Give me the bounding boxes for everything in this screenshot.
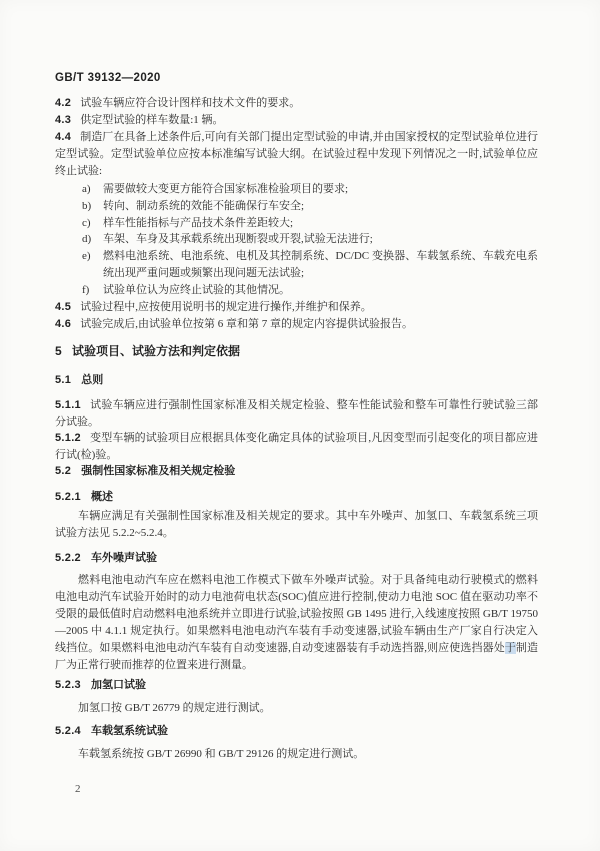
list-item-f [82,282,538,299]
list-item-label: c) [82,217,91,229]
section-heading-5-2-2 [55,550,538,567]
clause-4-2 [55,95,538,112]
list-item-text: 燃料电池系统、电池系统、电机及其控制系统、DC/DC 变换器、车载氢系统、车载充电系统出现严重问题或频繁出现问题无法试验; [103,250,538,279]
list-item-text: 转向、制动系统的效能不能确保行车安全; [103,200,305,212]
clause-5-1-1 [55,397,538,431]
clause-number: 4.2 [55,97,72,109]
section-number: 5.2 [55,465,72,477]
list-item-text: 试验单位认为应终止试验的其他情况。 [103,284,290,296]
section-number: 5.2.3 [55,679,81,691]
clause-text: 变型车辆的试验项目应根据具体变化确定具体的试验项目,凡因变型而引起变化的项目都应进行试(检)验。 [55,432,538,461]
paragraph-5-2-2 [55,572,538,674]
standard-code-header: GB/T 39132—2020 [55,72,161,84]
paragraph-5-2-4: 车载氢系统按 GB/T 26990 和 GB/T 29126 的规定进行测试。 [78,748,365,760]
list-item-label: f) [82,284,90,296]
clause-4-4 [55,129,538,180]
clause-number: 4.3 [55,114,72,126]
clause-number: 4.4 [55,131,72,143]
section-heading-5 [55,343,538,360]
clause-text: 试验车辆应进行强制性国家标准及相关规定检验、整车性能试验和整车可靠性行驶试验三部分试验。 [55,399,538,428]
paragraph-text: 燃料电池电动汽车应在燃料电池工作模式下做车外噪声试验。对于具备纯电动行驶模式的燃料电池电动汽车试验开始时的动力电池荷电状态(SOC)值应进行控制,使动力电池 SOC 值在驱动功率不受限的最低值时启动燃料电池系统并立即进行试验,试验按照 GB 1495 进行,入线速度按照 GB/T 19750—2005 中 4.1.1 规定执行。如果燃料电池电动汽车装有手动变速器,试验车辆由生产厂家自行决定入线挡位。如果燃料电池电动汽车装有自动变速器,自动变速器装有手动选挡器,则应使选挡器处 [55,574,538,654]
section-number: 5.2.1 [55,491,81,503]
clause-number: 5.1.1 [55,399,81,411]
clause-number: 5.1.2 [55,432,81,444]
page-number: 2 [75,783,81,795]
section-title: 试验项目、试验方法和判定依据 [71,344,240,358]
section-number: 5.2.2 [55,552,81,564]
section-number: 5.1 [55,374,72,386]
clause-5-1-2 [55,430,538,464]
list-item-d [82,231,538,248]
list-item-b [82,198,538,215]
clause-text: 试验过程中,应按使用说明书的规定进行操作,并维护和保养。 [80,301,372,313]
section-number: 5.2.4 [55,725,81,737]
list-item-label: e) [82,250,91,262]
list-item-e [82,248,538,282]
clause-4-3 [55,112,538,129]
section-heading-5-1 [55,372,538,389]
section-heading-5-2-1 [55,489,538,506]
clause-4-5 [55,299,538,316]
section-title: 车载氢系统试验 [90,725,168,737]
section-title: 车外噪声试验 [90,552,157,564]
section-heading-5-2-3 [55,677,538,694]
section-title: 加氢口试验 [90,679,146,691]
list-item-label: d) [82,233,92,245]
section-number: 5 [55,344,62,358]
list-item-text: 需要做较大变更方能符合国家标准检验项目的要求; [103,183,349,195]
paragraph-text: 制造厂为正常行驶而推荐的位置来进行测量。 [55,642,539,671]
clause-text: 制造厂在具备上述条件后,可向有关部门提出定型试验的申请,并由国家授权的定型试验单位进行定型试验。定型试验单位应按本标准编写试验大纲。在试验过程中发现下列情况之一时,试验单位应终止试验: [55,131,538,177]
highlighted-character: 于 [504,642,516,654]
paragraph-5-2-1: 车辆应满足有关强制性国家标准及相关规定的要求。其中车外噪声、加氢口、车载氢系统三项试验方法见 5.2.2~5.2.4。 [55,510,538,539]
section-title: 概述 [90,491,113,503]
paragraph-5-2-3: 加氢口按 GB/T 26779 的规定进行测试。 [78,702,271,714]
list-item-c [82,215,538,232]
clause-text: 试验车辆应符合设计图样和技术文件的要求。 [80,97,301,109]
list-item-label: a) [82,183,91,195]
clause-number: 4.6 [55,318,72,330]
section-title: 强制性国家标准及相关规定检验 [81,465,236,477]
list-item-label: b) [82,200,92,212]
clause-number: 4.5 [55,301,72,313]
list-item-a [82,181,538,198]
section-heading-5-2 [55,463,538,480]
section-title: 总则 [81,374,104,386]
list-item-text: 车架、车身及其承载系统出现断裂或开裂,试验无法进行; [103,233,373,245]
clause-text: 供定型试验的样车数量:1 辆。 [80,114,224,126]
clause-text: 试验完成后,由试验单位按第 6 章和第 7 章的规定内容提供试验报告。 [80,318,413,330]
list-item-text: 样车性能指标与产品技术条件差距较大; [103,217,294,229]
section-heading-5-2-4 [55,723,538,740]
clause-4-6 [55,316,538,333]
